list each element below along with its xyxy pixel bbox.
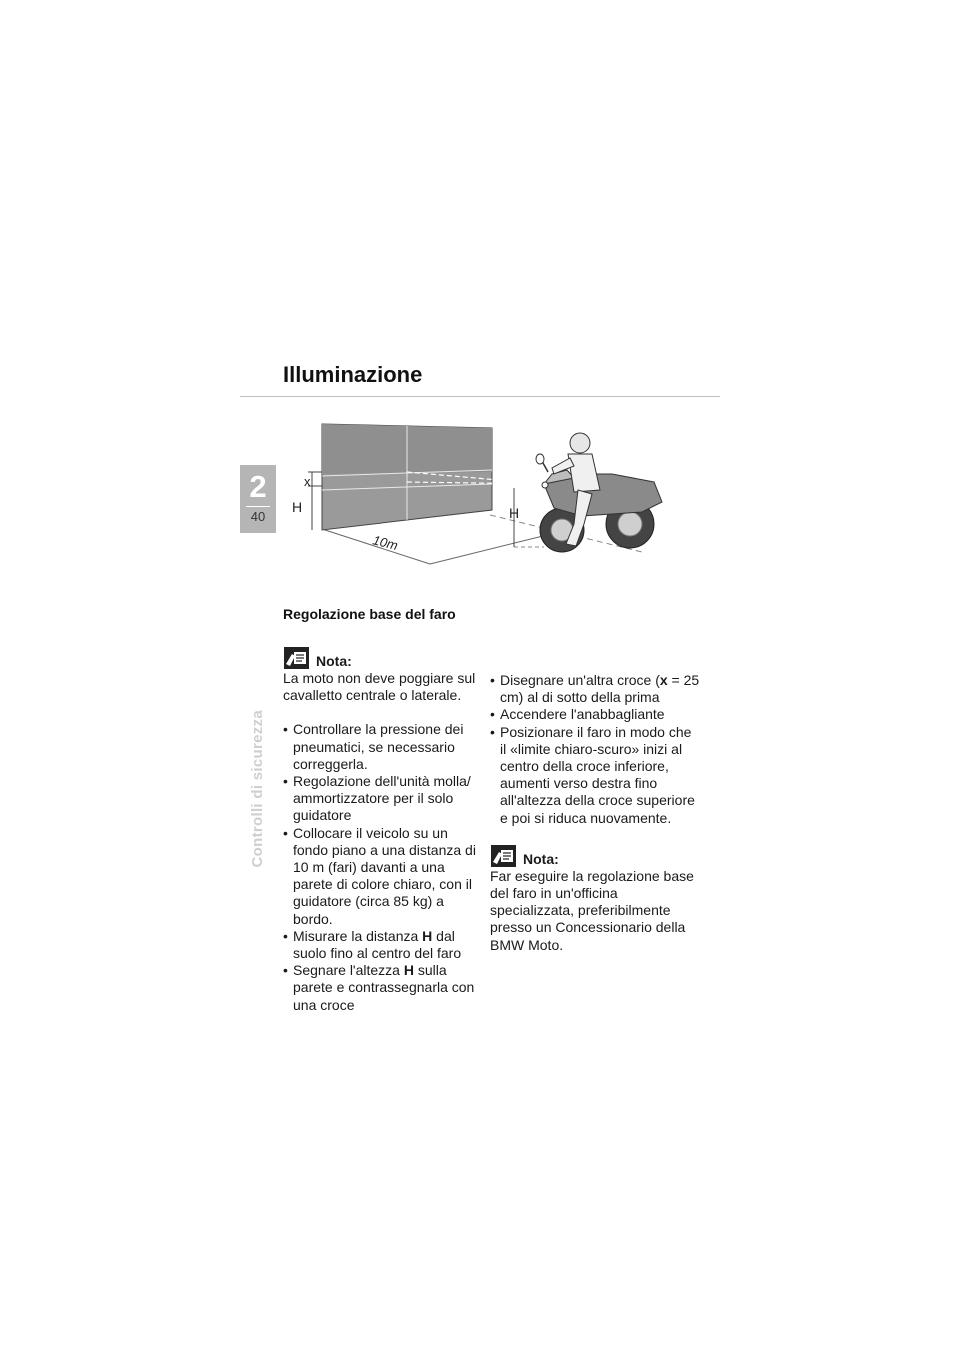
note-title: Nota: xyxy=(316,652,352,669)
list-item: • Posizionare il faro in modo che il «limite chiaro-scuro» inizi al centro della croce inferiore, aumenti verso destra fino all'altezza della croce superiore e poi si riduca nuovamente. xyxy=(490,724,700,827)
note-text: Far eseguire la regolazione base del faro in un'officina specializzata, preferibilmente presso un Concessionario della BMW Moto. xyxy=(490,867,694,953)
left-column xyxy=(283,646,483,1014)
label-h-left: H xyxy=(292,499,303,515)
label-x: x xyxy=(304,474,311,489)
note-header xyxy=(490,844,700,868)
note-header xyxy=(283,646,483,670)
chapter-side-label: Controlli di sicurezza xyxy=(249,710,266,868)
list-item: • Segnare l'altezza H sulla parete e contrassegnarla con una croce xyxy=(283,962,483,1014)
note-icon xyxy=(490,844,517,868)
chapter-tab xyxy=(240,465,276,533)
left-bullet-list xyxy=(283,721,483,1013)
note-text: La moto non deve poggiare sul cavalletto centrale o laterale. xyxy=(283,670,476,704)
note-title: Nota: xyxy=(523,850,559,867)
floor-line xyxy=(430,535,547,564)
headlight-adjustment-illustration xyxy=(282,412,672,572)
page-title: Illuminazione xyxy=(283,362,423,387)
note-icon xyxy=(283,646,310,670)
list-item: • Controllare la pressione dei pneumatici, se necessario correggerla. xyxy=(283,721,483,773)
label-distance: 10m xyxy=(371,532,400,554)
label-h-right: H xyxy=(509,505,520,521)
title-divider xyxy=(240,396,720,397)
list-item: • Disegnare un'altra croce (x = 25 cm) al di sotto della prima xyxy=(490,672,700,706)
list-item: • Collocare il veicolo su un fondo piano a una distanza di 10 m (fari) davanti a una parete di colore chiaro, con il guidatore (circa 85 kg) a bordo. xyxy=(283,825,483,928)
chapter-divider xyxy=(246,506,270,507)
section-heading: Regolazione base del faro xyxy=(283,606,456,622)
list-item: • Regolazione dell'unità molla/ ammortizzatore per il solo guidatore xyxy=(283,773,483,825)
list-item: • Misurare la distanza H dal suolo fino al centro del faro xyxy=(283,928,483,962)
page-number: 40 xyxy=(250,509,266,524)
right-column xyxy=(490,672,700,954)
chapter-number: 2 xyxy=(249,469,267,504)
list-item: • Accendere l'anabbagliante xyxy=(490,706,700,723)
right-bullet-list xyxy=(490,672,700,827)
